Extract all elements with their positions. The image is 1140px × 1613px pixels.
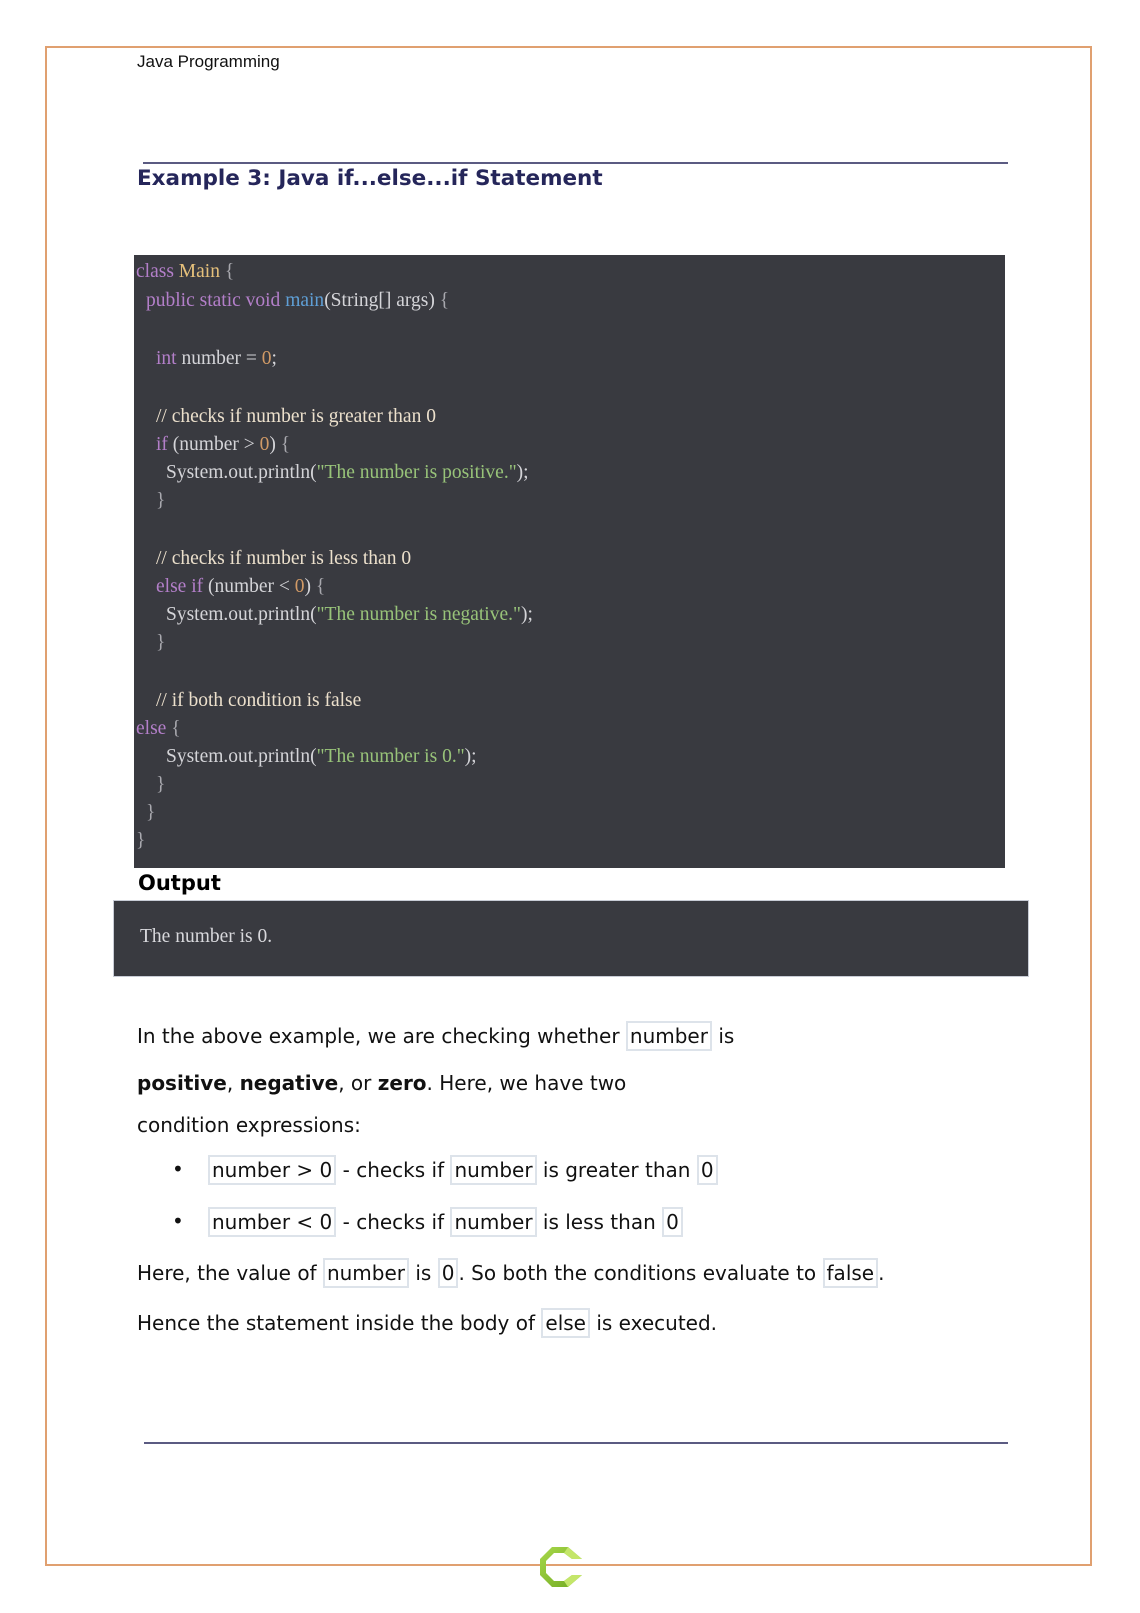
code-token: } — [156, 632, 166, 653]
text: is less than — [536, 1210, 663, 1234]
inline-code: number < 0 — [208, 1207, 336, 1237]
code-token: System.out.println( — [166, 746, 317, 767]
code-line — [156, 433, 290, 457]
bullet-icon: • — [172, 1157, 184, 1181]
code-token: } — [156, 490, 166, 511]
bold-term: positive — [137, 1071, 227, 1095]
bold-term: zero — [377, 1071, 427, 1095]
code-token: ) — [304, 576, 316, 597]
code-token: System.out.println( — [166, 462, 317, 483]
code-block — [134, 255, 1005, 868]
code-token: if — [156, 434, 173, 455]
section-title: Example 3: Java if...else...if Statement — [137, 166, 603, 191]
running-header: Java Programming — [137, 52, 280, 71]
code-token: "The number is 0." — [316, 746, 465, 767]
code-line — [136, 829, 145, 853]
output-heading: Output — [138, 871, 221, 895]
output-text: The number is 0. — [140, 926, 273, 947]
code-token: System.out.println( — [166, 604, 317, 625]
inline-code: number — [450, 1207, 536, 1237]
code-line — [156, 489, 165, 513]
code-token: class — [136, 261, 179, 282]
code-token: } — [156, 774, 166, 795]
paragraph-line-3: condition expressions: — [137, 1113, 361, 1137]
code-token: { — [280, 434, 291, 455]
code-line — [156, 405, 436, 429]
code-line — [156, 773, 165, 797]
code-token: else — [136, 718, 172, 739]
bullet-item-1 — [208, 1155, 718, 1185]
text: - checks if — [336, 1210, 451, 1234]
code-token: { — [171, 718, 181, 739]
inline-code: number — [323, 1258, 409, 1288]
brand-logo-icon — [536, 1543, 584, 1591]
code-token: ); — [520, 604, 533, 625]
code-line — [136, 717, 181, 741]
code-line — [156, 347, 277, 371]
inline-code: 0 — [438, 1258, 459, 1288]
code-token: Main — [178, 261, 225, 282]
code-token: int — [156, 348, 182, 369]
code-token: public static void — [146, 290, 286, 311]
code-line — [156, 547, 411, 571]
code-token: } — [136, 830, 146, 851]
paragraph-line-5 — [137, 1308, 717, 1338]
code-token: main — [285, 290, 325, 311]
code-token: (String[] args) — [324, 290, 440, 311]
code-token: number = — [181, 348, 262, 369]
text: . — [878, 1261, 885, 1285]
code-line — [156, 631, 165, 655]
text: . Here, we have two — [426, 1071, 627, 1095]
code-token: { — [315, 576, 326, 597]
text: is — [409, 1261, 438, 1285]
inline-code: number — [450, 1155, 536, 1185]
bold-term: negative — [239, 1071, 339, 1095]
code-token: // checks if number is greater than 0 — [156, 406, 436, 427]
text: is executed. — [589, 1311, 718, 1335]
paragraph-line-4 — [137, 1258, 884, 1288]
code-token: { — [224, 261, 235, 282]
code-line — [146, 289, 449, 313]
code-token: // checks if number is less than 0 — [156, 548, 412, 569]
inline-code: number — [626, 1021, 712, 1051]
code-token: { — [439, 290, 450, 311]
code-token: "The number is positive." — [316, 462, 517, 483]
text: - checks if — [336, 1158, 451, 1182]
bullet-icon: • — [172, 1209, 184, 1233]
inline-code: 0 — [697, 1155, 718, 1185]
text: Here, the value of — [137, 1261, 323, 1285]
code-token: ); — [516, 462, 529, 483]
text: , or — [338, 1071, 378, 1095]
text: Hence the statement inside the body of — [137, 1311, 542, 1335]
code-line — [156, 575, 325, 599]
code-token: ) — [269, 434, 281, 455]
code-token: 0 — [261, 348, 272, 369]
code-token: 0 — [259, 434, 270, 455]
code-token: ; — [271, 348, 277, 369]
code-token: "The number is negative." — [316, 604, 521, 625]
inline-code: else — [541, 1308, 590, 1338]
inline-code: false — [823, 1258, 879, 1288]
text: . So both the conditions evaluate to — [458, 1261, 823, 1285]
code-line — [146, 801, 155, 825]
bullet-item-2 — [208, 1207, 683, 1237]
footer-rule — [144, 1442, 1008, 1444]
code-line — [166, 745, 477, 769]
code-token: ); — [464, 746, 477, 767]
code-line — [136, 260, 234, 284]
text: In the above example, we are checking whether — [137, 1024, 626, 1048]
code-line — [166, 461, 529, 485]
text: is — [711, 1024, 735, 1048]
code-token: 0 — [294, 576, 305, 597]
paragraph-line-1 — [137, 1021, 734, 1051]
code-token: (number < — [207, 576, 295, 597]
inline-code: 0 — [662, 1207, 683, 1237]
inline-code: number > 0 — [208, 1155, 336, 1185]
code-token: (number > — [172, 434, 260, 455]
code-token: // if both condition is false — [156, 690, 362, 711]
code-token: else if — [156, 576, 208, 597]
code-line — [156, 689, 361, 713]
paragraph-line-2 — [137, 1069, 626, 1097]
text: is greater than — [536, 1158, 697, 1182]
output-block — [113, 900, 1029, 977]
text: , — [226, 1071, 240, 1095]
code-token: } — [146, 802, 156, 823]
code-line — [166, 603, 533, 627]
header-rule — [143, 162, 1008, 164]
